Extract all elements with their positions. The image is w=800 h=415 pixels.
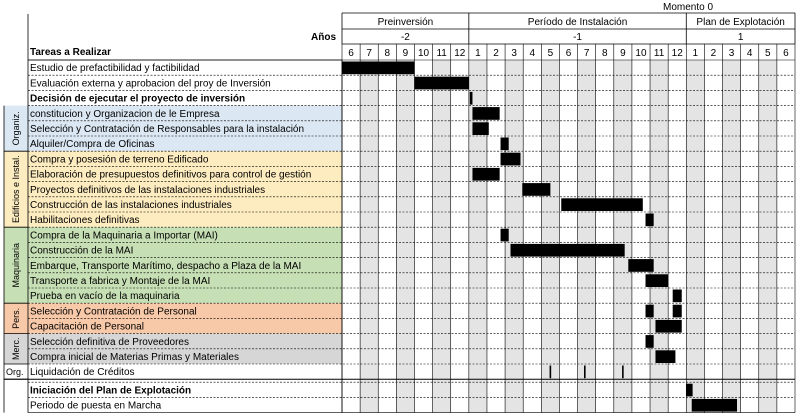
month-label-13: 7 [583,48,590,59]
task-tick-20-1 [584,366,586,379]
task-bar-21-0 [686,384,692,397]
task-label-20: Liquidación de Créditos [30,367,135,379]
task-label-5: Alquiler/Compra de Oficinas [30,139,155,151]
task-label-6: Compra y posesión de terreno Edificado [30,154,209,166]
task-label-18: Selección definitiva de Proveedores [30,336,189,348]
month-label-6: 12 [454,48,466,59]
month-label-19: 1 [692,48,699,59]
month-label-15: 9 [620,48,626,59]
task-label-13: Embarque, Transporte Marítimo, despacho a Plaza de la MAI [30,260,302,272]
task-label-22: Periodo de puesta en Marcha [30,400,162,412]
year-label-2: 1 [737,32,744,43]
task-bar-6-0 [501,153,521,166]
phase-label-1: Período de Instalación [527,17,628,28]
group-label-4: Merc. [11,337,21,361]
group-label-0: Organiz. [11,111,21,146]
month-label-20: 2 [710,48,717,59]
task-label-15: Prueba en vacío de la maquinaria [30,291,180,303]
task-bar-18-0 [646,335,654,348]
month-label-8: 2 [493,48,499,59]
month-stripe [686,60,704,413]
month-stripe [578,60,596,413]
month-stripe [433,60,451,413]
month-label-16: 10 [635,48,647,59]
group-label-5: Org. [6,367,24,378]
task-bar-3-0 [472,107,499,120]
task-label-19: Compra inicial de Materias Primas y Materiales [30,352,239,363]
task-bar-0-0 [342,62,414,75]
task-label-12: Construcción de la MAI [30,245,134,257]
task-label-8: Proyectos definitivos de las instalaciones industriales [30,184,266,196]
month-label-11: 5 [547,48,554,59]
task-label-10: Habilitaciones definitivas [30,215,140,227]
momento-label: Momento 0 [663,2,714,13]
month-label-1: 7 [366,48,372,59]
month-label-21: 3 [728,48,735,59]
month-label-14: 8 [601,48,608,59]
task-bar-1-0 [414,77,468,90]
month-label-5: 11 [436,48,447,59]
year-label-0: -2 [400,32,410,43]
task-tick-20-2 [622,366,624,379]
group-label-3: Pers. [11,307,21,329]
task-label-11: Compra de la Maquinaria a Importar (MAI) [30,230,218,242]
month-label-9: 3 [511,48,517,59]
phase-label-0: Preinversión [377,17,434,28]
task-bar-9-0 [561,198,643,211]
task-bar-2-0 [470,92,473,105]
month-label-4: 10 [417,48,430,59]
task-label-1: Evaluación externa y aprobacion del proy de Inversión [30,78,271,90]
task-bar-15-0 [673,290,682,303]
month-stripe [759,60,777,413]
task-bar-14-0 [646,274,669,287]
task-bar-8-0 [522,183,550,196]
month-label-10: 4 [529,48,536,59]
month-stripe [723,60,741,413]
month-stripe [360,60,378,413]
month-label-0: 6 [348,48,354,59]
task-label-9: Construcción de las instalaciones industriales [30,200,232,211]
task-label-3: constitucion y Organizacion de le Empresa [30,108,220,120]
task-bar-4-0 [472,122,488,135]
month-label-2: 8 [384,48,391,59]
task-bar-17-0 [655,320,681,333]
month-stripe [614,60,632,413]
task-bar-16-1 [673,305,682,318]
task-bar-22-0 [692,399,737,412]
group-label-2: Maquinaria [11,242,21,288]
month-label-12: 6 [565,48,572,59]
task-label-7: Elaboración de presupuestos definitivos para control de gestión [30,169,312,181]
task-bar-10-0 [646,214,654,227]
task-bar-12-0 [511,244,625,257]
month-label-24: 6 [783,48,789,59]
task-label-14: Transporte a fabrica y Montaje de la MAI [30,276,211,287]
task-label-16: Selección y Contratación de Personal [30,306,197,318]
task-bar-19-0 [655,350,675,363]
task-label-17: Capacitación de Personal [30,321,144,333]
task-label-21: Iniciación del Plan de Explotación [30,385,192,397]
task-label-0: Estudio de prefactibilidad y factibilidad [30,63,200,75]
task-tick-20-0 [550,366,552,379]
task-bar-13-0 [628,259,653,272]
month-label-18: 12 [671,48,683,59]
month-label-17: 11 [653,48,665,59]
month-stripe [396,60,414,413]
task-label-4: Selección y Contratación de Responsables para la instalación [30,124,305,135]
task-bar-7-0 [472,168,499,181]
month-label-22: 4 [746,48,753,59]
task-bar-16-0 [646,305,654,318]
task-bar-5-0 [501,138,509,151]
task-label-2: Decisión de ejecutar el proyecto de inversión [30,93,246,105]
month-label-23: 5 [765,48,771,59]
month-label-7: 1 [475,48,481,59]
years-label: Años [311,32,336,43]
year-label-1: -1 [573,32,583,43]
phase-label-2: Plan de Explotación [696,17,785,28]
tasks-header: Tareas a Realizar [30,47,111,58]
task-bar-11-0 [501,229,509,242]
month-label-3: 9 [402,48,409,59]
group-label-1: Edificios e Instal. [11,155,21,223]
month-stripe [541,60,559,413]
